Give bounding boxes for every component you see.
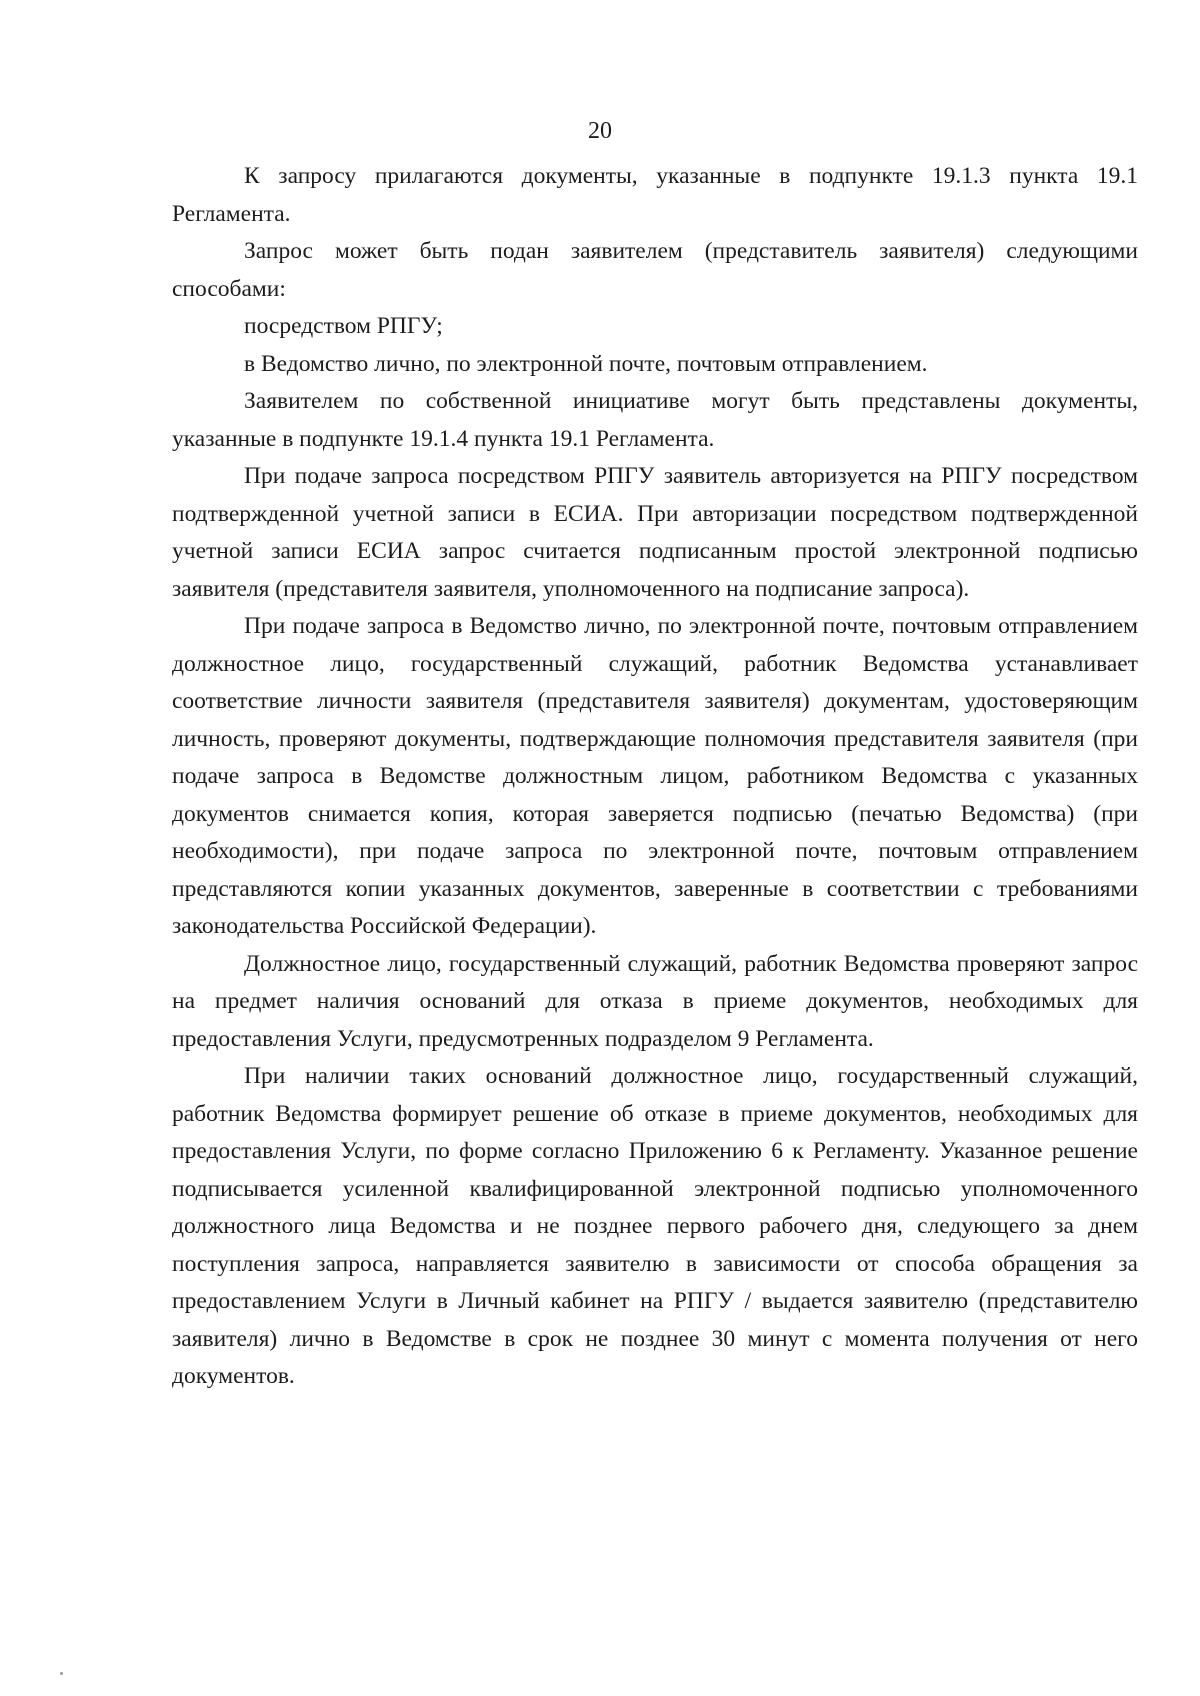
paragraph-submission-methods: Запрос может быть подан заявителем (представитель заявителя) следующими способами: xyxy=(172,238,1138,302)
page-number: 20 xyxy=(588,118,612,144)
scan-speck xyxy=(60,1672,63,1675)
paragraph-grounds-check: Должностное лицо, государственный служащий, работник Ведомства проверяют запрос на предмет наличия оснований для отказа в приеме документов, необходимых для предоставления Услуги, предусмотренных подразделом 9 Регламента. xyxy=(172,950,1138,1052)
paragraph-attachments: К запросу прилагаются документы, указанные в подпункте 19.1.3 пункта 19.1 Регламента. xyxy=(172,163,1138,227)
paragraph-rpgu-authorization: При подаче запроса посредством РПГУ заявитель авторизуется на РПГУ посредством подтвержденной учетной записи в ЕСИА. При авторизации посредством подтвержденной учетной записи ЕСИА запрос считается подписанным простой электронной подписью заявителя (представителя заявителя, уполномоченного на подписание запроса). xyxy=(172,463,1138,602)
paragraph-refusal-decision: При наличии таких оснований должностное лицо, государственный служащий, работник Ведомства формирует решение об отказе в приеме документов, необходимых для предоставления Услуги, по форме согласно Приложению 6 к Регламенту. Указанное решение подписывается усиленной квалифицированной электронной подписью уполномоченного должностного лица Ведомства и не позднее первого рабочего дня, следующего за днем поступления запроса, направляется заявителю в зависимости от способа обращения за предоставлением Услуги в Личный кабинет на РПГУ / выдается заявителю (представителю заявителя) лично в Ведомстве в срок не позднее 30 минут с момента получения от него документов. xyxy=(172,1063,1138,1389)
paragraph-method-in-person: в Ведомство лично, по электронной почте, почтовым отправлением. xyxy=(244,350,928,377)
paragraph-method-rpgu: посредством РПГУ; xyxy=(244,313,443,339)
paragraph-identity-verification: При подаче запроса в Ведомство лично, по электронной почте, почтовым отправлением должностное лицо, государственный служащий, работник Ведомства устанавливает соответствие личности заявителя (представителя заявителя) документам, удостоверяющим личность, проверяют документы, подтверждающие полномочия представителя заявителя (при подаче запроса в Ведомстве должностным лицом, работником Ведомства с указанных документов снимается копия, которая заверяется подписью (печатью Ведомства) (при необходимости), при подаче запроса по электронной почте, почтовым отправлением представляются копии указанных документов, заверенные в соответствии с требованиями законодательства Российской Федерации). xyxy=(172,613,1138,939)
document-body xyxy=(172,158,1138,1396)
paragraph-own-initiative: Заявителем по собственной инициативе могут быть представлены документы, указанные в подпункте 19.1.4 пункта 19.1 Регламента. xyxy=(172,388,1138,452)
